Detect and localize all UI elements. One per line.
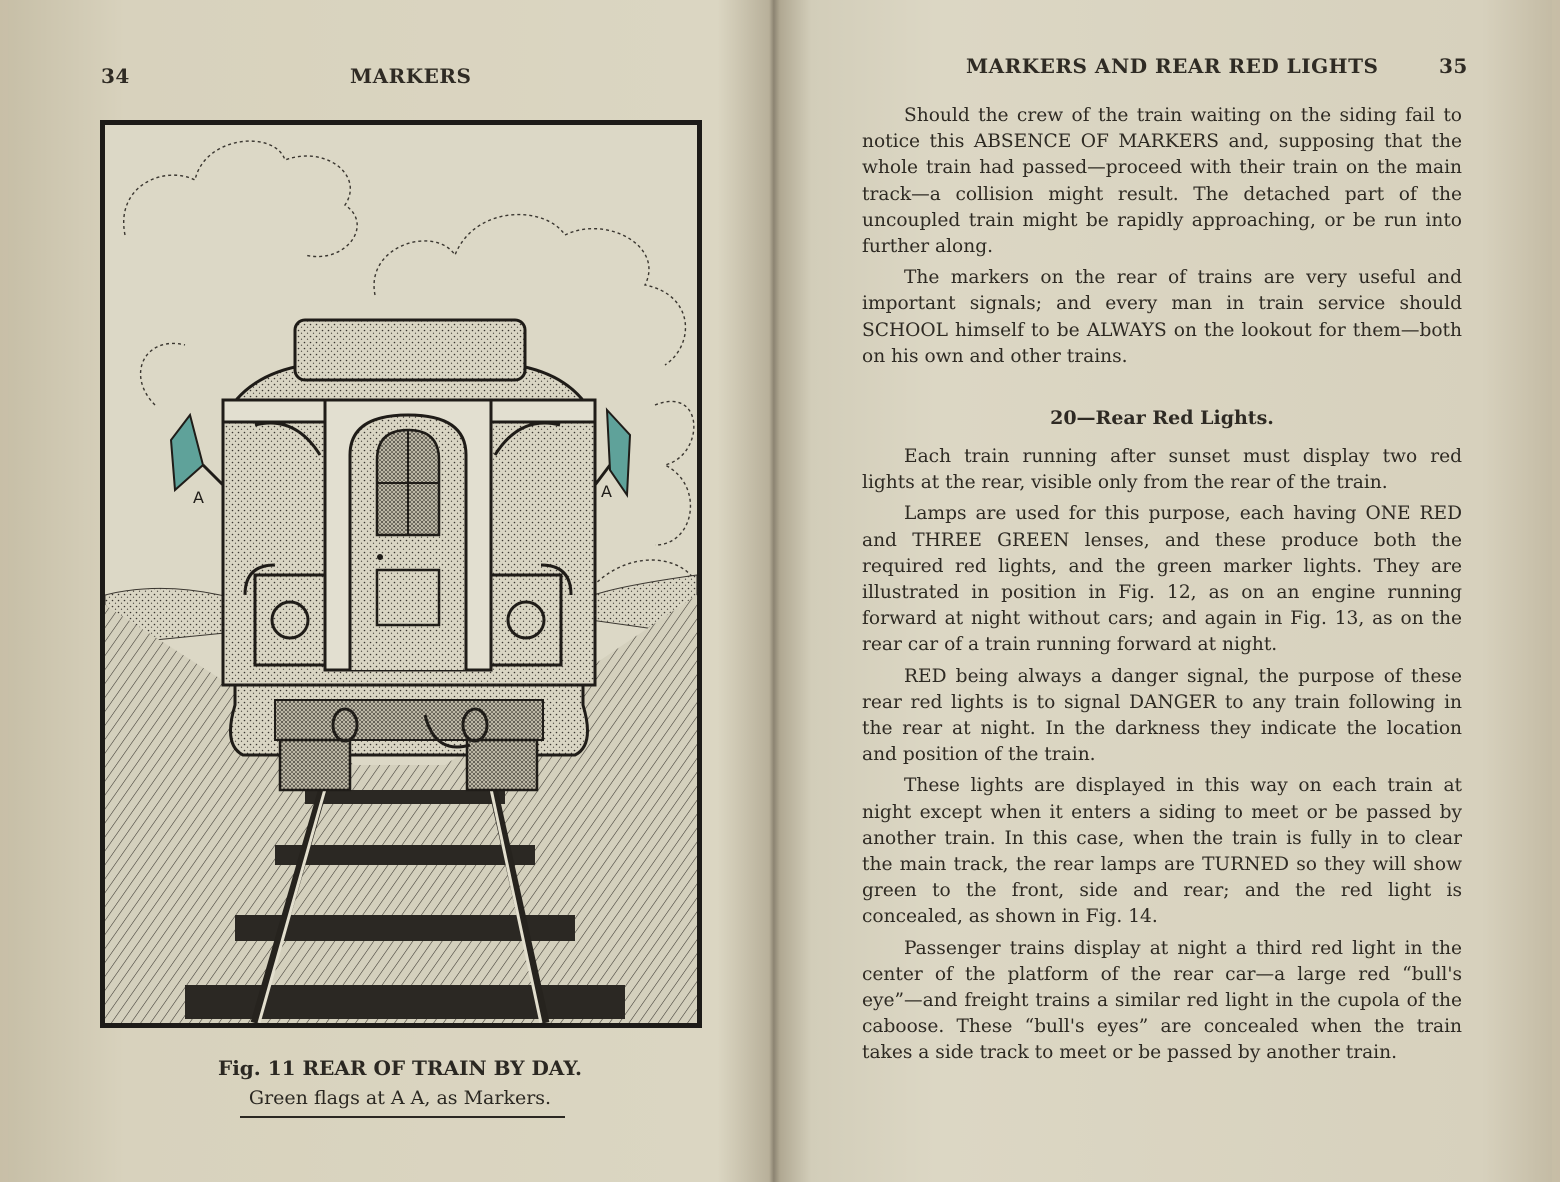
marker-label-left: A — [193, 488, 204, 507]
intro-text — [862, 103, 1462, 375]
right-page-edge — [1552, 0, 1560, 1182]
marker-label-right: A — [601, 482, 612, 501]
left-page-edge — [0, 0, 8, 1182]
rear-car-body — [223, 320, 595, 790]
train-rear-drawing — [105, 125, 697, 1023]
right-page-number: 35 — [1439, 54, 1468, 78]
caption-underline — [240, 1116, 565, 1118]
paragraph: Each train running after sunset must display two red lights at the rear, visible only from the rear of the train. — [862, 446, 1462, 494]
paragraph: RED being always a danger signal, the purpose of these rear red lights is to signal DANGER to any train following in the rear at night. In the darkness they indicate the location and position of the train. — [862, 665, 1462, 766]
figure-11-illustration — [100, 120, 702, 1028]
figure-caption-title: Fig. 11 REAR OF TRAIN BY DAY. — [218, 1056, 582, 1080]
left-running-head: MARKERS — [350, 64, 472, 88]
left-page-number: 34 — [101, 64, 130, 88]
paragraph: The markers on the rear of trains are very useful and important signals; and every man in train service should SCHOOL himself to be ALWAYS on the lookout for them—both on his own and other trains. — [862, 267, 1462, 367]
figure-caption-subtitle: Green flags at A A, as Markers. — [248, 1087, 552, 1109]
right-running-head: MARKERS AND REAR RED LIGHTS — [966, 54, 1379, 78]
paragraph: Passenger trains display at night a third red light in the center of the platform of the rear car—a large red “bull's eye”—and freight trains a similar red light in the cupola of the caboose. These “bull's eyes” are concealed when the train takes a side track to meet or be passed by another train. — [862, 937, 1462, 1064]
section-text — [862, 444, 1462, 1072]
paragraph: Lamps are used for this purpose, each having ONE RED and THREE GREEN lenses, and these produce both the required red lights, and the green marker lights. They are illustrated in position in Fig. 12, as on an engine running forward at night without cars; and again in Fig. 13, as on the rear car of a train running forward at night. — [862, 503, 1462, 656]
section-heading: 20—Rear Red Lights. — [1050, 407, 1274, 429]
paragraph: These lights are displayed in this way on each train at night except when it enters a siding to meet or be passed by another train. In this case, when the train is fully in to clear the main track, the rear lamps are TURNED so they will show green to the front, side and rear; and the red light is concealed, as shown in Fig. 14. — [862, 775, 1462, 928]
paragraph: Should the crew of the train waiting on the siding fail to notice this ABSENCE OF MARKERS and, supposing that the whole train had passed—proceed with their train on the main track—a collision might result. The detached part of the uncoupled train might be rapidly approaching, or be run into further along. — [862, 105, 1462, 258]
